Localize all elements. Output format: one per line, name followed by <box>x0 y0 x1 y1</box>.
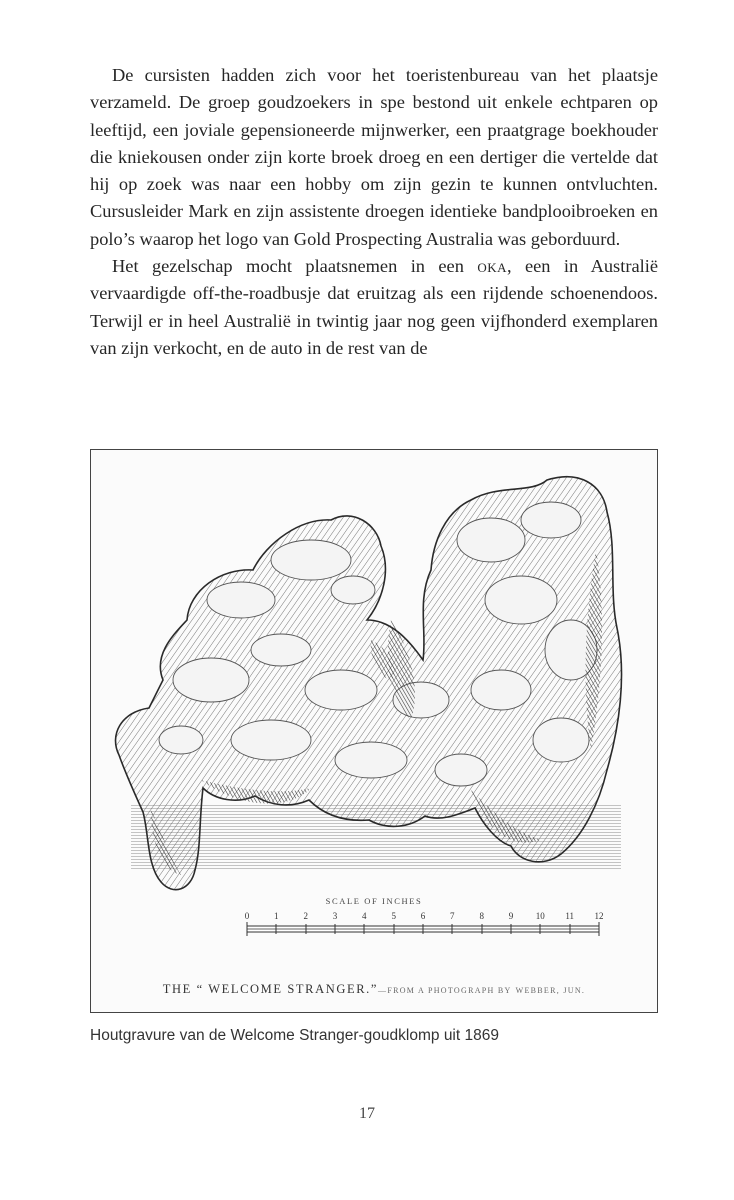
figure-caption: Houtgravure van de Welcome Stranger-goudklomp uit 1869 <box>90 1027 499 1044</box>
plate-credit: —FROM A PHOTOGRAPH BY <box>378 986 512 995</box>
scale-number: 7 <box>450 911 455 921</box>
paragraph-2 <box>90 253 658 362</box>
scale-number: 1 <box>274 911 279 921</box>
paragraph-2-end: , een in Australië vervaardigde off-the-roadbusje dat eruitzag als een rijdende schoenendoos. Terwijl er in heel Australië in twintig jaar nog geen vijfhonderd exemplaren van zijn verkocht, en de auto in de rest van de <box>90 256 658 358</box>
plate-caption <box>91 982 657 997</box>
scale-number: 8 <box>479 911 484 921</box>
plate-title: THE “ WELCOME STRANGER.” <box>162 982 379 996</box>
scale-number: 3 <box>332 911 338 921</box>
scale-number: 9 <box>508 911 514 921</box>
scale-number: 0 <box>244 911 250 921</box>
scale-number: 5 <box>391 911 396 921</box>
scale-number: 6 <box>420 911 426 921</box>
paragraph-1: De cursisten hadden zich voor het toeristenbureau van het plaatsje verzameld. De groep goudzoekers in spe bestond uit enkele echtparen op leeftijd, een joviale gepensioneerde mijnwerker, een praatgrage boekhouder die kniekousen onder zijn korte broek droeg en een dertiger die vertelde dat hij op zoek was naar een hobby om zijn gezin te kunnen ontvluchten. Cursusleider Mark en zijn assistente droegen identieke bandplooibroeken en polo’s waarop het logo van Gold Prospecting Australia was geborduurd. <box>90 65 658 249</box>
page-number: 17 <box>359 1105 375 1122</box>
scale-number: 11 <box>565 911 575 921</box>
gold-nugget-engraving <box>91 450 657 1012</box>
scale-label: SCALE OF INCHES <box>325 896 423 906</box>
body-text <box>90 62 658 362</box>
paragraph-2-smallcaps: oka <box>477 256 507 277</box>
scale-number: 12 <box>594 911 604 921</box>
scale-number: 4 <box>362 911 367 921</box>
scale-bar <box>247 922 599 936</box>
engraving-figure <box>90 449 658 1013</box>
scale-numbers <box>244 911 604 923</box>
scale-number: 2 <box>303 911 308 921</box>
plate-photographer: WEBBER, JUN. <box>515 986 586 995</box>
scale-number: 10 <box>535 911 545 921</box>
paragraph-2-start: Het gezelschap mocht plaatsnemen in een <box>112 256 478 277</box>
